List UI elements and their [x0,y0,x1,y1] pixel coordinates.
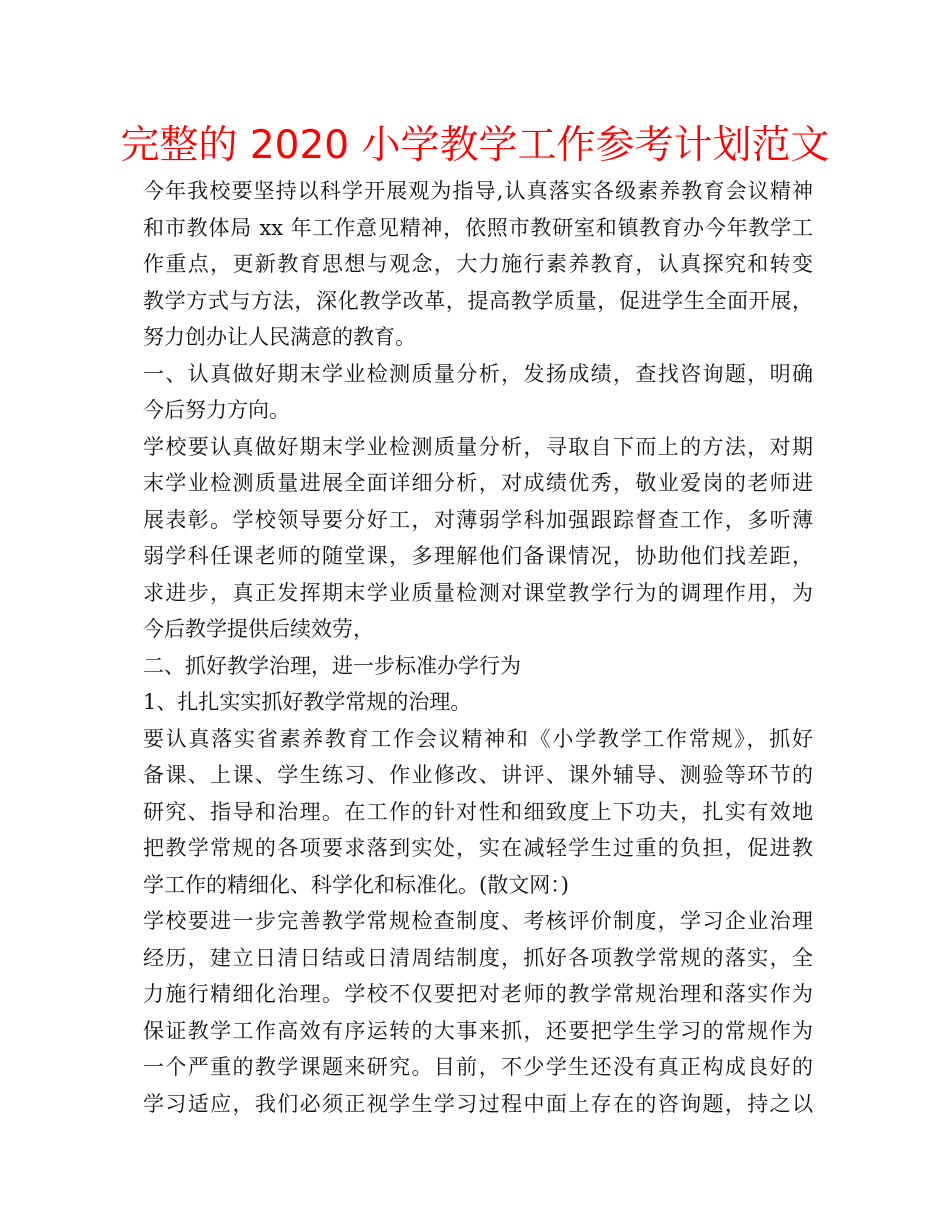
text-line: 备课、上课、学生练习、作业修改、讲评、课外辅导、测验等环节的 [143,763,813,787]
text-line: 二、抓好教学治理，进一步标准办学行为 [143,653,521,678]
text-line: 学校要进一步完善教学常规检查制度、考核评价制度，学习企业治理 [143,909,813,933]
text-line: 展表彰。学校领导要分好工，对薄弱学科加强跟踪督查工作，多听薄 [143,507,813,532]
document-body [143,173,813,1122]
text-line: 今后教学提供后续效劳， [143,617,374,641]
text-line: 弱学科任课老师的随堂课，多理解他们备课情况，协助他们找差距， [143,544,813,568]
text-line: 教学方式与方法，深化教学改革，提高教学质量，促进学生全面开展， [143,288,813,313]
text-line: 1、扎扎实实抓好教学常规的治理。 [143,690,472,714]
text-line: 末学业检测质量进展全面详细分析，对成绩优秀，敬业爱岗的老师进 [143,471,813,495]
text-line: 研究、指导和治理。在工作的针对性和细致度上下功夫，扎实有效地 [143,799,813,824]
text-line: 保证教学工作高效有序运转的大事来抓，还要把学生学习的常规作为 [143,1018,813,1043]
text-line: 今年我校要坚持以科学开展观为指导,认真落实各级素养教育会议精神 [143,179,813,203]
text-line: 学校要认真做好期末学业检测质量分析，寻取自下而上的方法，对期 [143,434,813,459]
text-line: 努力创办让人民满意的教育。 [143,325,416,349]
text-line: 要认真落实省素养教育工作会议精神和《小学教学工作常规》，抓好 [143,726,813,751]
document-title: 完整的 2020 小学教学工作参考计划范文 [120,123,830,168]
text-line: 求进步，真正发挥期末学业质量检测对课堂教学行为的调理作用，为 [143,580,813,605]
text-line: 力施行精细化治理。学校不仅要把对老师的教学常规治理和落实作为 [143,982,813,1006]
text-line: 作重点，更新教育思想与观念，大力施行素养教育，认真探究和转变 [143,252,813,276]
text-line: 和市教体局 xx 年工作意见精神，依照市教研室和镇教育办今年教学工 [143,215,813,240]
text-line: 今后努力方向。 [143,398,290,422]
text-line: 学习适应，我们必须正视学生学习过程中面上存在的咨询题，持之以 [143,1091,813,1116]
text-line: 一个严重的教学课题来研究。目前，不少学生还没有真正构成良好的 [143,1055,813,1079]
text-line: 经历，建立日清日结或日清周结制度，抓好各项教学常规的落实，全 [143,945,813,970]
text-line: 一、认真做好期末学业检测质量分析，发扬成绩，查找咨询题，明确 [143,361,813,386]
text-line: 把教学常规的各项要求落到实处，实在减轻学生过重的负担，促进教 [143,836,813,860]
text-line: 学工作的精细化、科学化和标准化。(散文网：) [143,872,569,897]
